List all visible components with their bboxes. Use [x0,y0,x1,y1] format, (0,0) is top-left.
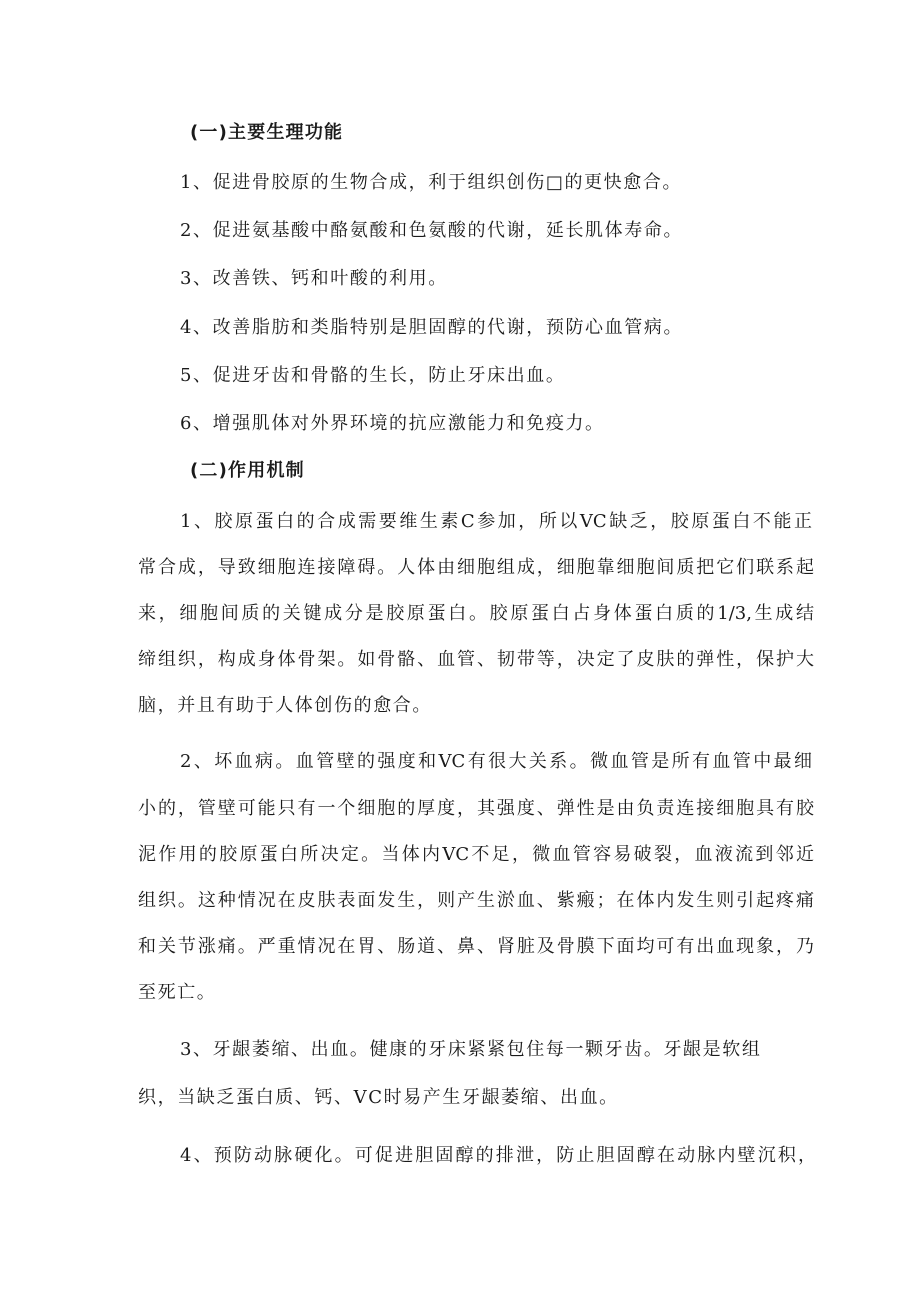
function-item-1: 1、促进骨胶原的生物合成，利于组织创伤□的更快愈合。 [180,172,683,193]
function-item-4: 4、改善脂肪和类脂特别是胆固醇的代谢，预防心血管病。 [180,317,684,338]
mechanism-para1-line2: 常合成，导致细胞连接障碍。人体由细胞组成，细胞靠细胞间质把它们联系起 [138,557,814,578]
function-item-2: 2、促进氨基酸中酪氨酸和色氨酸的代谢，延长肌体寿命。 [180,220,684,241]
mechanism-para2-line1: 2、坏血病。血管壁的强度和VC有很大关系。微血管是所有血管中最细 [180,751,812,772]
function-item-5: 5、促进牙齿和骨骼的生长，防止牙床出血。 [180,365,566,386]
section2-heading: (二)作用机制 [190,460,305,481]
mechanism-para2-line4: 组织。这种情况在皮肤表面发生，则产生淤血、紫瘢；在体内发生则引起疼痛 [138,890,814,911]
mechanism-para1-line3: 来，细胞间质的关键成分是胶原蛋白。胶原蛋白占身体蛋白质的1/3,生成结 [138,603,814,624]
mechanism-para2-line2: 小的，管壁可能只有一个细胞的厚度，其强度、弹性是由负责连接细胞具有胶 [138,798,814,819]
function-item-6: 6、增强肌体对外界环境的抗应激能力和免疫力。 [180,413,605,434]
mechanism-para1-line4: 缔组织，构成身体骨架。如骨骼、血管、韧带等，决定了皮肤的弹性，保护大 [138,649,814,670]
mechanism-para1-line1: 1、胶原蛋白的合成需要维生素C参加，所以VC缺乏，胶原蛋白不能正 [180,511,812,532]
mechanism-para3-line2: 织，当缺乏蛋白质、钙、VC时易产生牙龈萎缩、出血。 [138,1087,619,1108]
mechanism-para3-line1: 3、牙龈萎缩、出血。健康的牙床紧紧包住每一颗牙齿。牙龈是软组 [180,1039,762,1060]
mechanism-para1-line5: 脑，并且有助于人体创伤的愈合。 [138,695,432,716]
mechanism-para2-line6: 至死亡。 [138,982,217,1003]
mechanism-para2-line3: 泥作用的胶原蛋白所决定。当体内VC不足，微血管容易破裂，血液流到邻近 [138,844,814,865]
mechanism-para4-line1: 4、预防动脉硬化。可促进胆固醇的排泄，防止胆固醇在动脉内壁沉积， [180,1145,816,1166]
section1-heading: (一)主要生理功能 [190,122,344,143]
function-item-3: 3、改善铁、钙和叶酸的利用。 [180,268,448,289]
mechanism-para2-line5: 和关节涨痛。严重情况在胃、肠道、鼻、肾脏及骨膜下面均可有出血现象，乃 [138,936,814,957]
